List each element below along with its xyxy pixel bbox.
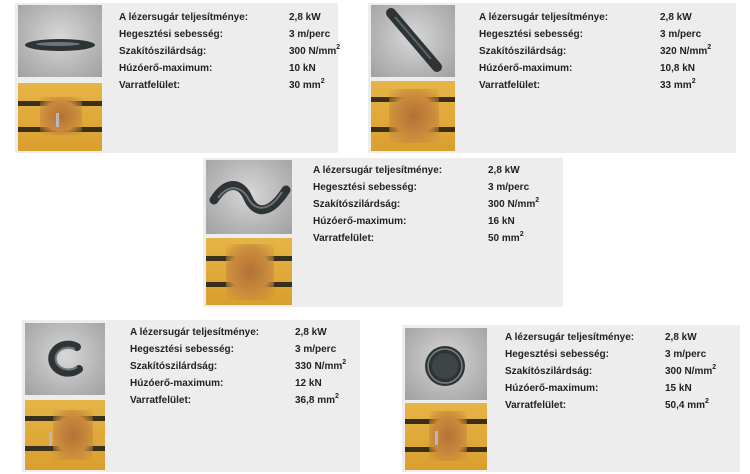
prop-value: 15 kN [665,383,692,394]
prop-value-sup: 2 [519,230,524,238]
prop-label: Varratfelület: [119,80,181,91]
prop-row-tensile-strength [130,358,355,375]
prop-value-wrap [289,77,325,94]
prop-label: Hegesztési sebesség: [313,182,417,193]
prop-label: Szakítószilárdság: [119,46,207,57]
weld-cross-section-photo [18,83,102,151]
prop-value-sup: 2 [705,397,709,405]
prop-row-tensile-strength [479,43,729,60]
c-ring-weld-seam-icon [25,323,105,395]
prop-row-max-force [479,60,729,77]
prop-value-sup: 2 [707,43,712,51]
prop-value: 3 m/perc [295,344,337,355]
prop-row-tensile-strength [313,196,553,213]
prop-value: 2,8 kW [295,327,327,338]
prop-value: 320 N/mm [660,46,708,57]
prop-label: Hegesztési sebesség: [130,344,234,355]
sample-panel-2 [368,3,736,153]
prop-row-laser-power [313,162,553,179]
prop-value-wrap [295,392,339,409]
prop-label: A lézersugár teljesítménye: [505,332,635,343]
prop-value: 2,8 kW [289,12,321,23]
weld-cross-section-photo [405,403,487,470]
prop-value-wrap [665,363,716,380]
prop-value-sup: 2 [336,43,341,51]
weld-properties [505,329,735,414]
prop-row-tensile-strength [505,363,735,380]
prop-value-wrap [488,196,539,213]
prop-row-max-force [313,213,553,230]
prop-label: Hegesztési sebesség: [119,29,223,40]
prop-label: Húzóerő-maximum: [313,216,407,227]
prop-value-wrap [665,397,709,414]
prop-value: 2,8 kW [488,165,520,176]
prop-label: Hegesztési sebesség: [479,29,583,40]
prop-row-speed [505,346,735,363]
prop-value-sup: 2 [320,77,325,85]
sample-panel-5 [402,325,740,472]
weld-properties [119,9,341,94]
prop-label: Szakítószilárdság: [130,361,218,372]
prop-value-wrap [488,230,524,247]
prop-row-seam-area [505,397,735,414]
prop-label: Húzóerő-maximum: [119,63,213,74]
prop-row-speed [130,341,355,358]
prop-value-wrap [295,358,346,375]
prop-label: Húzóerő-maximum: [130,378,224,389]
prop-value-sup: 2 [342,358,347,366]
prop-value-sup: 2 [535,196,540,204]
prop-value-sup: 2 [712,363,717,371]
prop-value: 300 N/mm [488,199,536,210]
prop-row-speed [479,26,729,43]
prop-label: Varratfelület: [505,400,567,411]
prop-label: A lézersugár teljesítménye: [479,12,609,23]
prop-row-max-force [119,60,329,77]
weld-top-photo [405,328,487,400]
prop-row-laser-power [505,329,735,346]
prop-value: 3 m/perc [665,349,707,360]
diagonal-weld-seam-icon [371,5,455,77]
prop-label: Húzóerő-maximum: [479,63,573,74]
sample-panel-3 [203,158,563,307]
prop-row-seam-area [479,77,729,94]
prop-label: Szakítószilárdság: [313,199,401,210]
prop-value: 50 mm [488,233,520,244]
prop-value: 12 kN [295,378,322,389]
prop-value-sup: 2 [335,392,339,400]
weld-top-photo [206,160,292,234]
sample-panel-1 [15,3,341,153]
prop-row-laser-power [130,324,355,341]
prop-row-speed [119,26,329,43]
prop-label: A lézersugár teljesítménye: [119,12,249,23]
prop-label: Szakítószilárdság: [505,366,593,377]
prop-row-seam-area [130,392,355,409]
prop-row-seam-area [119,77,329,94]
prop-label: Varratfelület: [130,395,192,406]
weld-cross-section-photo [206,238,292,305]
prop-value: 300 N/mm [665,366,713,377]
prop-label: Varratfelület: [479,80,541,91]
prop-value-sup: 2 [691,77,696,85]
prop-row-seam-area [313,230,553,247]
prop-label: Szakítószilárdság: [479,46,567,57]
s-curve-weld-seam-icon [206,160,292,234]
full-ring-weld-seam-icon [405,328,487,400]
prop-value: 16 kN [488,216,515,227]
prop-label: A lézersugár teljesítménye: [130,327,260,338]
weld-properties [313,162,553,247]
prop-value: 30 mm [289,80,321,91]
weld-cross-section-photo [371,81,455,151]
prop-value: 10,8 kN [660,63,696,74]
prop-value: 3 m/perc [289,29,331,40]
prop-value-wrap [289,43,340,60]
prop-row-max-force [505,380,735,397]
prop-label: Varratfelület: [313,233,375,244]
prop-row-laser-power [119,9,329,26]
prop-value: 330 N/mm [295,361,343,372]
prop-value: 2,8 kW [660,12,692,23]
sample-panel-4 [22,320,360,472]
prop-label: Húzóerő-maximum: [505,383,599,394]
prop-row-speed [313,179,553,196]
weld-top-photo [25,323,105,395]
weld-top-photo [371,5,455,77]
weld-properties [479,9,729,94]
straight-weld-seam-icon [18,5,102,77]
prop-value: 50,4 mm [665,400,706,411]
weld-top-photo [18,5,102,77]
weld-properties [130,324,355,409]
prop-value-wrap [660,77,696,94]
prop-value: 10 kN [289,63,316,74]
prop-value: 36,8 mm [295,395,336,406]
prop-value-wrap [660,43,711,60]
prop-value: 300 N/mm [289,46,337,57]
weld-cross-section-photo [25,400,105,470]
prop-value: 3 m/perc [660,29,702,40]
prop-value: 33 mm [660,80,692,91]
prop-value: 3 m/perc [488,182,530,193]
prop-label: A lézersugár teljesítménye: [313,165,443,176]
prop-row-laser-power [479,9,729,26]
prop-label: Hegesztési sebesség: [505,349,609,360]
prop-row-tensile-strength [119,43,341,60]
prop-value: 2,8 kW [665,332,697,343]
prop-row-max-force [130,375,355,392]
